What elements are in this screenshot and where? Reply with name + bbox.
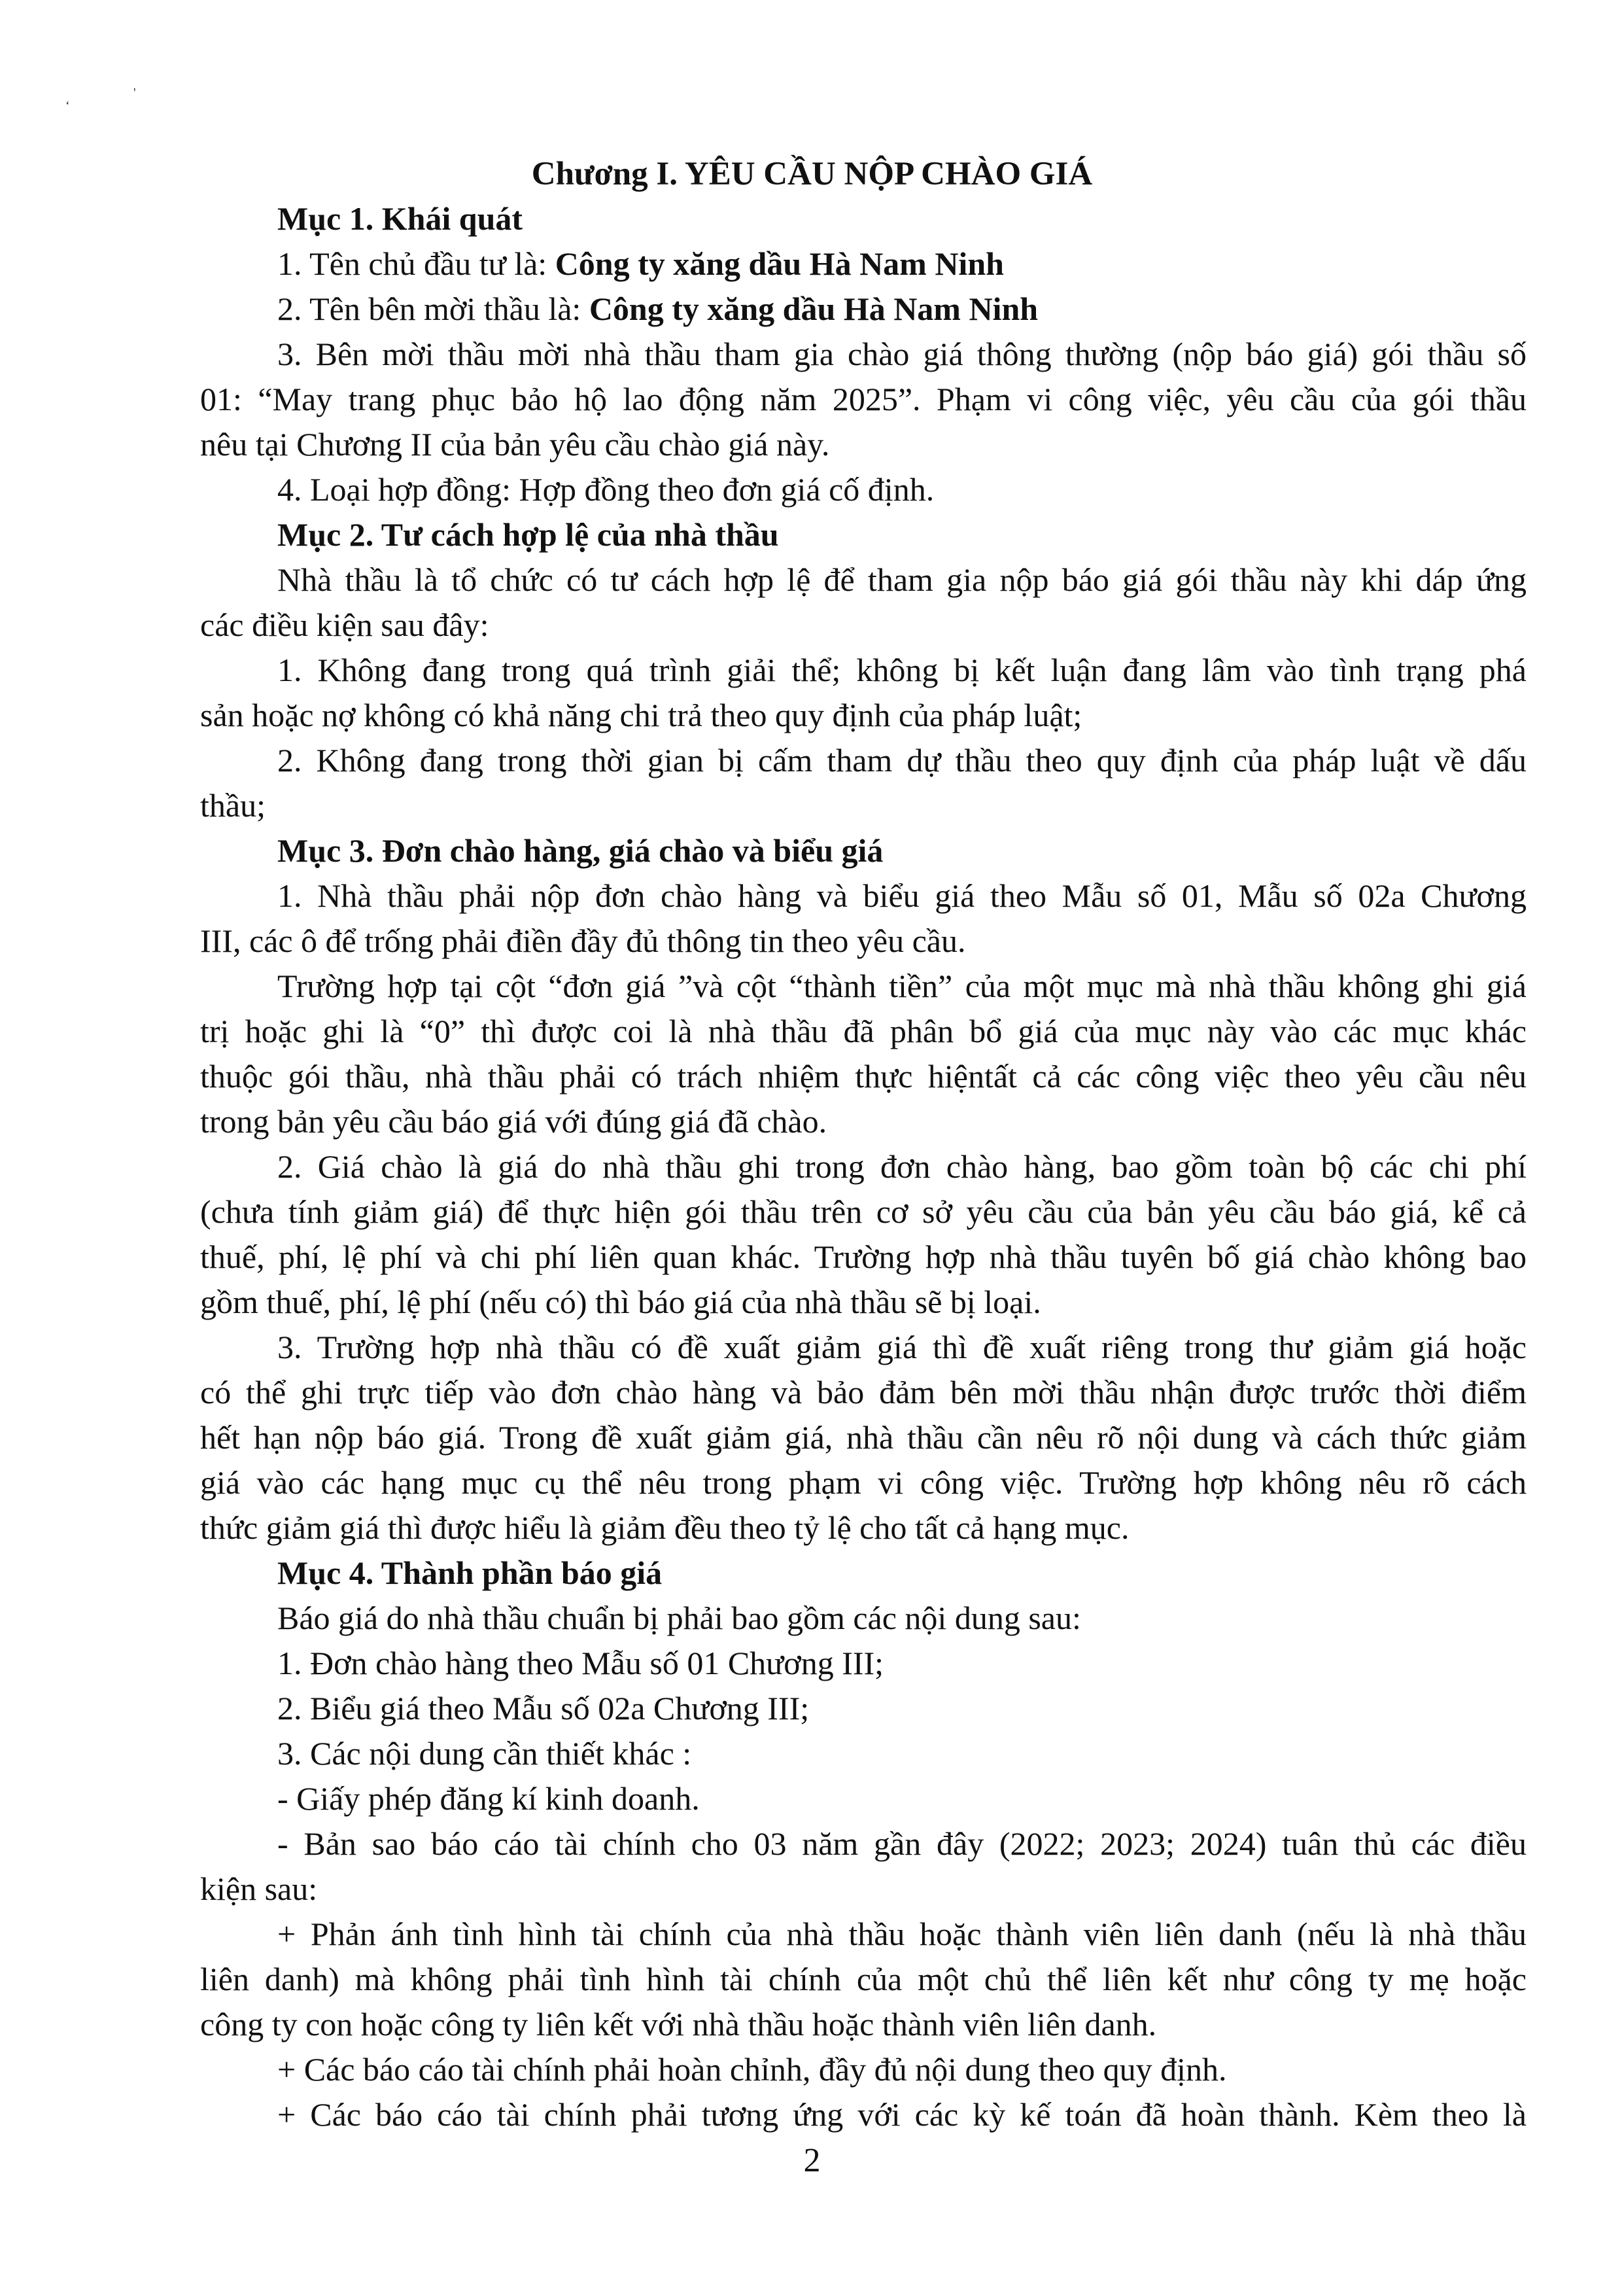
list-item: + Các báo cáo tài chính phải tương ứng với các kỳ kế toán đã hoàn thành. Kèm theo là <box>277 2096 1527 2133</box>
section-heading: Mục 2. Tư cách hợp lệ của nhà thầu <box>277 516 779 553</box>
list-item: 3. Các nội dung cần thiết khác : <box>277 1735 692 1772</box>
contract-type-line: 4. Loại hợp đồng: Hợp đồng theo đơn giá cố định. <box>277 471 935 508</box>
paragraph-line: giá vào các hạng mục cụ thể nêu trong phạm vi công việc. Trường hợp không nêu rõ cách <box>200 1464 1527 1501</box>
paragraph-line: có thể ghi trực tiếp vào đơn chào hàng và bảo đảm bên mời thầu nhận được trước thời điểm <box>200 1374 1527 1410</box>
list-item: 2. Biểu giá theo Mẫu số 02a Chương III; <box>277 1690 810 1726</box>
investor-line: 1. Tên chủ đầu tư là: Công ty xăng dầu Hà Nam Ninh <box>277 245 1004 282</box>
paragraph-line: 3. Trường hợp nhà thầu có đề xuất giảm giá thì đề xuất riêng trong thư giảm giá hoặc <box>277 1329 1527 1365</box>
scan-speck: ‘ <box>65 99 70 113</box>
paragraph-line: 01: “May trang phục bảo hộ lao động năm 2025”. Phạm vi công việc, yêu cầu của gói thầu <box>200 381 1527 417</box>
list-item: + Các báo cáo tài chính phải hoàn chỉnh, đầy đủ nội dung theo quy định. <box>277 2051 1227 2088</box>
paragraph-line: Trường hợp tại cột “đơn giá ”và cột “thành tiền” của một mục mà nhà thầu không ghi giá <box>277 968 1527 1004</box>
paragraph-line: trong bản yêu cầu báo giá với đúng giá đã chào. <box>200 1103 827 1140</box>
paragraph-line: công ty con hoặc công ty liên kết với nhà thầu hoặc thành viên liên danh. <box>200 2006 1157 2042</box>
page-number: 2 <box>803 2142 821 2179</box>
paragraph-line: 3. Bên mời thầu mời nhà thầu tham gia chào giá thông thường (nộp báo giá) gói thầu số <box>277 336 1527 372</box>
section-heading: Mục 1. Khái quát <box>277 200 523 237</box>
paragraph-line: 2. Không đang trong thời gian bị cấm tham dự thầu theo quy định của pháp luật về dấu <box>277 742 1527 779</box>
paragraph-line: hết hạn nộp báo giá. Trong đề xuất giảm giá, nhà thầu cần nêu rõ nội dung và cách thức giảm <box>200 1419 1527 1456</box>
paragraph-line: 1. Nhà thầu phải nộp đơn chào hàng và biểu giá theo Mẫu số 01, Mẫu số 02a Chương <box>277 877 1527 914</box>
paragraph-line: sản hoặc nợ không có khả năng chi trả theo quy định của pháp luật; <box>200 697 1082 733</box>
paragraph-line: thầu; <box>200 787 266 824</box>
inviter-line: 2. Tên bên mời thầu là: Công ty xăng dầu Hà Nam Ninh <box>277 290 1039 327</box>
paragraph-line: trị hoặc ghi là “0” thì được coi là nhà thầu đã phân bổ giá của mục này vào các mục khác <box>200 1013 1527 1049</box>
paragraph-line: kiện sau: <box>200 1870 318 1907</box>
section-heading: Mục 3. Đơn chào hàng, giá chào và biểu giá <box>277 832 884 869</box>
paragraph-line: thức giảm giá thì được hiểu là giảm đều theo tỷ lệ cho tất cả hạng mục. <box>200 1509 1130 1546</box>
paragraph-line: gồm thuế, phí, lệ phí (nếu có) thì báo giá của nhà thầu sẽ bị loại. <box>200 1284 1041 1320</box>
chapter-title: Chương I. YÊU CẦU NỘP CHÀO GIÁ <box>531 156 1093 192</box>
paragraph-line: 2. Giá chào là giá do nhà thầu ghi trong đơn chào hàng, bao gồm toàn bộ các chi phí <box>277 1148 1527 1185</box>
paragraph-line: 1. Không đang trong quá trình giải thể; không bị kết luận đang lâm vào tình trạng phá <box>277 652 1527 688</box>
list-item: 1. Đơn chào hàng theo Mẫu số 01 Chương III; <box>277 1645 884 1681</box>
paragraph-line: các điều kiện sau đây: <box>200 606 489 643</box>
paragraph-line: thuế, phí, lệ phí và chi phí liên quan khác. Trường hợp nhà thầu tuyên bố giá chào không bao <box>200 1238 1527 1275</box>
paragraph-line: nêu tại Chương II của bản yêu cầu chào giá này. <box>200 426 830 463</box>
paragraph-line: III, các ô để trống phải điền đầy đủ thông tin theo yêu cầu. <box>200 922 966 959</box>
paragraph-line: Nhà thầu là tổ chức có tư cách hợp lệ để tham gia nộp báo giá gói thầu này khi dáp ứng <box>277 561 1527 598</box>
paragraph-line: thuộc gói thầu, nhà thầu phải có trách nhiệm thực hiệntất cả các công việc theo yêu cầu nêu <box>200 1058 1527 1095</box>
list-item: + Phản ánh tình hình tài chính của nhà thầu hoặc thành viên liên danh (nếu là nhà thầu <box>277 1916 1527 1952</box>
scan-speck: ' <box>133 86 136 100</box>
list-item: - Bản sao báo cáo tài chính cho 03 năm gần đây (2022; 2023; 2024) tuân thủ các điều <box>277 1825 1527 1862</box>
list-item: - Giấy phép đăng kí kinh doanh. <box>277 1780 700 1817</box>
paragraph-line: Báo giá do nhà thầu chuẩn bị phải bao gồm các nội dung sau: <box>277 1600 1081 1636</box>
paragraph-line: (chưa tính giảm giá) để thực hiện gói thầu trên cơ sở yêu cầu của bản yêu cầu báo giá, kể cả <box>200 1193 1527 1230</box>
section-heading: Mục 4. Thành phần báo giá <box>277 1554 663 1591</box>
paragraph-line: liên danh) mà không phải tình hình tài chính của một chủ thể liên kết như công ty mẹ hoặc <box>200 1961 1527 1997</box>
